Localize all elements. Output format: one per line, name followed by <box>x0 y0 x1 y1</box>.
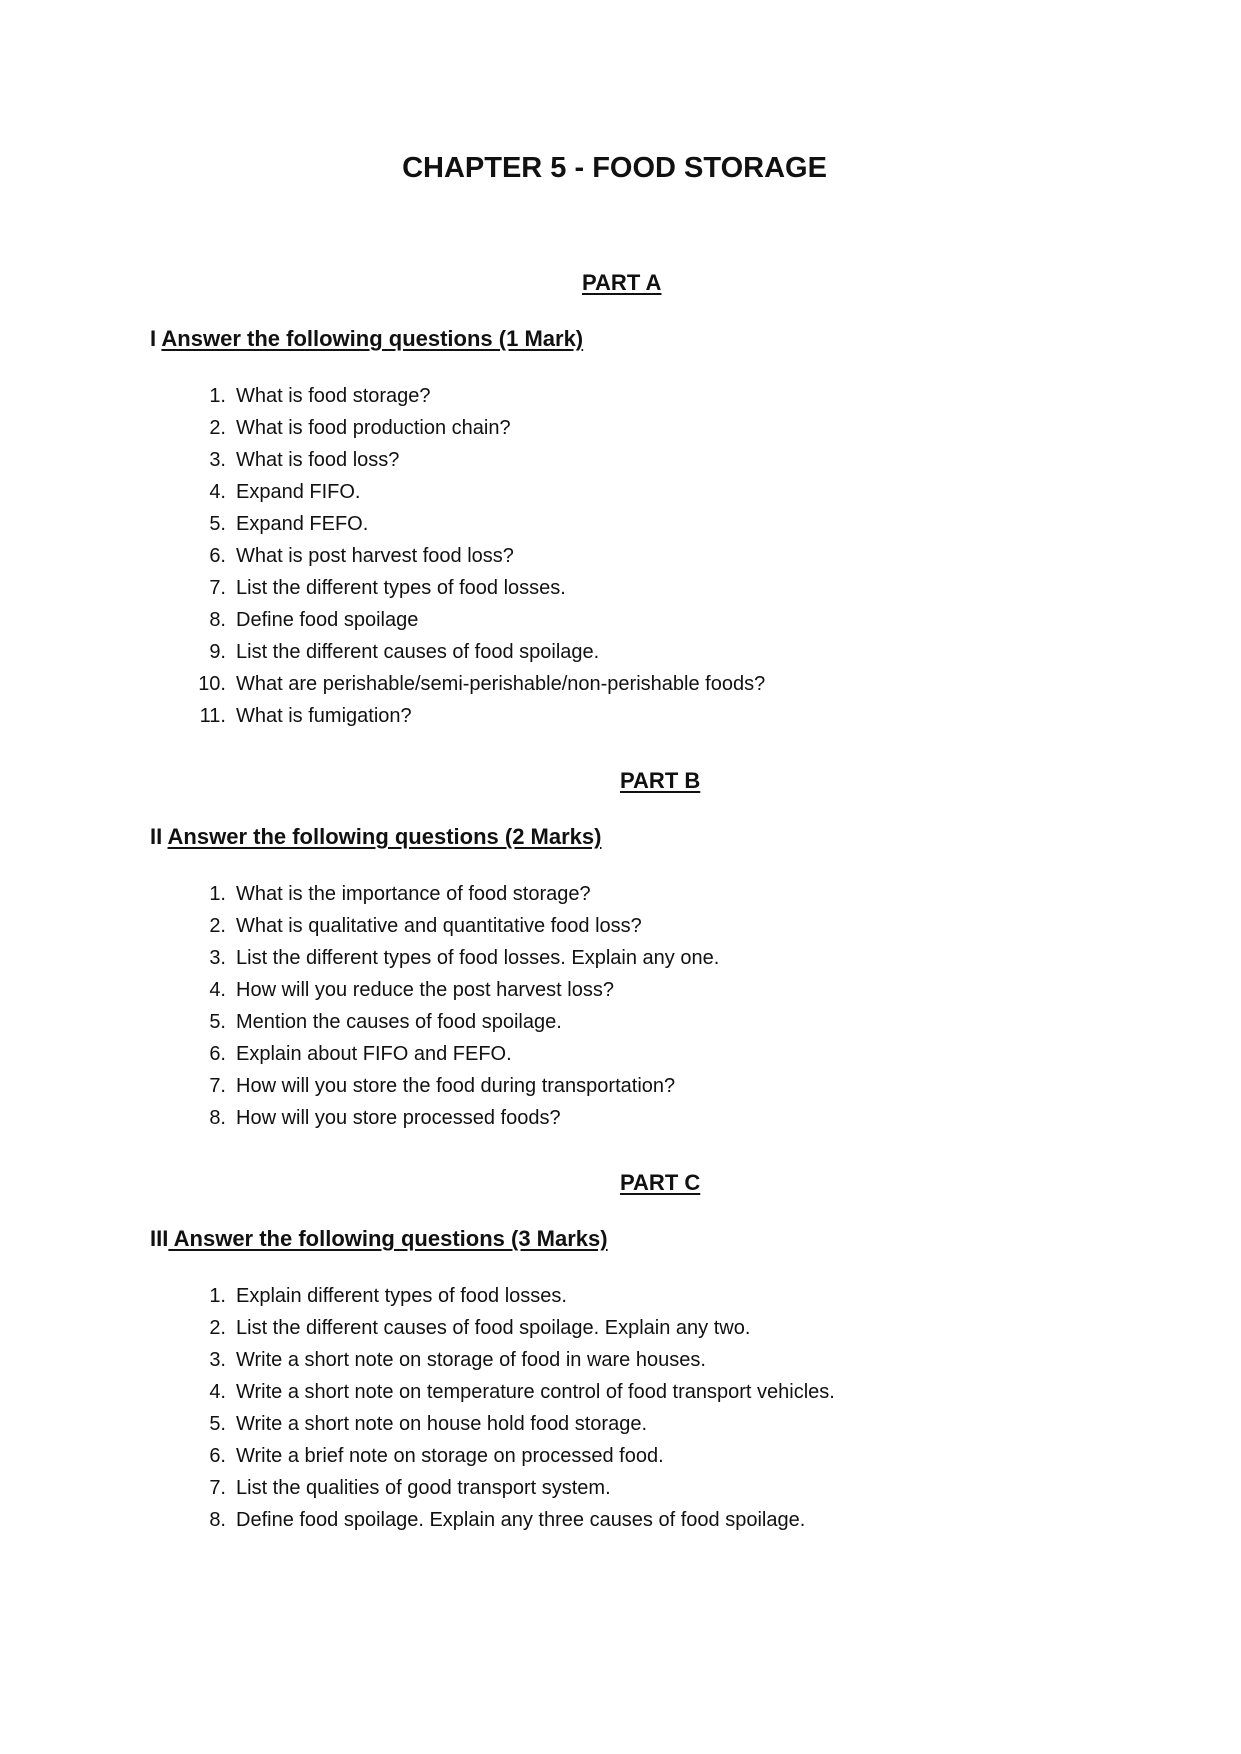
question-item <box>185 1102 719 1134</box>
question-item <box>185 942 719 974</box>
part-a-question-list <box>185 380 765 732</box>
question-text: List the different causes of food spoilage. <box>236 641 600 663</box>
section-3-heading <box>150 1226 608 1252</box>
section-1-heading <box>150 326 583 352</box>
question-number: 1. <box>209 1285 226 1307</box>
question-number: 7. <box>209 577 226 599</box>
question-text: List the different causes of food spoilage. Explain any two. <box>236 1317 751 1339</box>
question-text: List the different types of food losses. Explain any one. <box>236 947 720 969</box>
part-c-question-list <box>185 1280 835 1536</box>
question-text: How will you store the food during transportation? <box>236 1075 676 1097</box>
question-text: List the different types of food losses. <box>236 577 566 599</box>
question-number: 2. <box>209 417 226 439</box>
question-number: 8. <box>209 1509 226 1531</box>
question-item <box>185 1472 835 1504</box>
question-number: 1. <box>209 883 226 905</box>
question-text: How will you store processed foods? <box>236 1107 561 1129</box>
question-text: Write a short note on temperature control of food transport vehicles. <box>236 1381 835 1403</box>
question-number: 3. <box>209 947 226 969</box>
question-number: 5. <box>209 513 226 535</box>
question-item <box>185 380 765 412</box>
question-text: Write a brief note on storage on processed food. <box>236 1445 664 1467</box>
page-title <box>0 152 1241 185</box>
question-item <box>185 1504 835 1536</box>
question-item <box>185 878 719 910</box>
question-item <box>185 412 765 444</box>
question-number: 3. <box>209 1349 226 1371</box>
question-number: 2. <box>209 1317 226 1339</box>
question-item <box>185 444 765 476</box>
question-item <box>185 636 765 668</box>
question-text: Define food spoilage <box>236 609 419 631</box>
question-text: What is food production chain? <box>236 417 511 439</box>
question-item <box>185 604 765 636</box>
question-number: 2. <box>209 915 226 937</box>
question-item <box>185 476 765 508</box>
question-item <box>185 1376 835 1408</box>
question-text: What is fumigation? <box>236 705 412 727</box>
question-item <box>185 1440 835 1472</box>
section-2-heading <box>150 824 601 850</box>
question-item <box>185 508 765 540</box>
question-text: What is food loss? <box>236 449 400 471</box>
question-text: What is the importance of food storage? <box>236 883 591 905</box>
part-c-heading: PART C <box>620 1170 701 1195</box>
question-text: Explain about FIFO and FEFO. <box>236 1043 512 1065</box>
section-2-label: Answer the following questions (2 Marks) <box>167 824 602 849</box>
question-number: 11. <box>199 705 226 727</box>
question-item <box>185 1038 719 1070</box>
question-text: What is food storage? <box>236 385 431 407</box>
question-number: 7. <box>209 1075 226 1097</box>
question-text: Expand FIFO. <box>236 481 361 503</box>
question-number: 6. <box>209 545 226 567</box>
question-text: Expand FEFO. <box>236 513 369 535</box>
question-item <box>185 910 719 942</box>
question-item <box>185 1312 835 1344</box>
question-number: 8. <box>209 1107 226 1129</box>
question-item <box>185 668 765 700</box>
question-number: 8. <box>209 609 226 631</box>
section-2-roman: II <box>150 824 163 849</box>
section-1-label: Answer the following questions (1 Mark) <box>161 326 584 351</box>
section-1-roman: I <box>150 326 157 351</box>
question-text: Write a short note on house hold food storage. <box>236 1413 648 1435</box>
question-text: Define food spoilage. Explain any three causes of food spoilage. <box>236 1509 806 1531</box>
question-item <box>185 1280 835 1312</box>
question-text: What is qualitative and quantitative food loss? <box>236 915 642 937</box>
question-text: How will you reduce the post harvest loss? <box>236 979 614 1001</box>
question-number: 4. <box>209 1381 226 1403</box>
question-number: 6. <box>209 1445 226 1467</box>
question-number: 3. <box>209 449 226 471</box>
question-text: What is post harvest food loss? <box>236 545 514 567</box>
question-item <box>185 1070 719 1102</box>
question-text: List the qualities of good transport system. <box>236 1477 611 1499</box>
question-text: Mention the causes of food spoilage. <box>236 1011 562 1033</box>
question-item <box>185 1006 719 1038</box>
section-3-label: Answer the following questions (3 Marks) <box>168 1226 608 1251</box>
question-number: 10. <box>198 673 226 695</box>
part-b-question-list <box>185 878 719 1134</box>
question-item <box>185 974 719 1006</box>
question-item <box>185 1344 835 1376</box>
part-a-heading: PART A <box>582 270 662 295</box>
question-item <box>185 540 765 572</box>
question-number: 5. <box>209 1413 226 1435</box>
question-item <box>185 1408 835 1440</box>
question-number: 5. <box>209 1011 226 1033</box>
question-text: What are perishable/semi-perishable/non-perishable foods? <box>236 673 766 695</box>
question-item <box>185 572 765 604</box>
question-number: 9. <box>209 641 226 663</box>
section-3-roman: III <box>150 1226 169 1251</box>
page-title-text: CHAPTER 5 - FOOD STORAGE <box>402 152 827 184</box>
question-number: 7. <box>209 1477 226 1499</box>
part-b-heading: PART B <box>620 768 701 793</box>
question-number: 1. <box>209 385 226 407</box>
question-number: 4. <box>209 979 226 1001</box>
question-number: 4. <box>209 481 226 503</box>
question-text: Write a short note on storage of food in ware houses. <box>236 1349 706 1371</box>
question-number: 6. <box>209 1043 226 1065</box>
question-item <box>185 700 765 732</box>
question-text: Explain different types of food losses. <box>236 1285 567 1307</box>
